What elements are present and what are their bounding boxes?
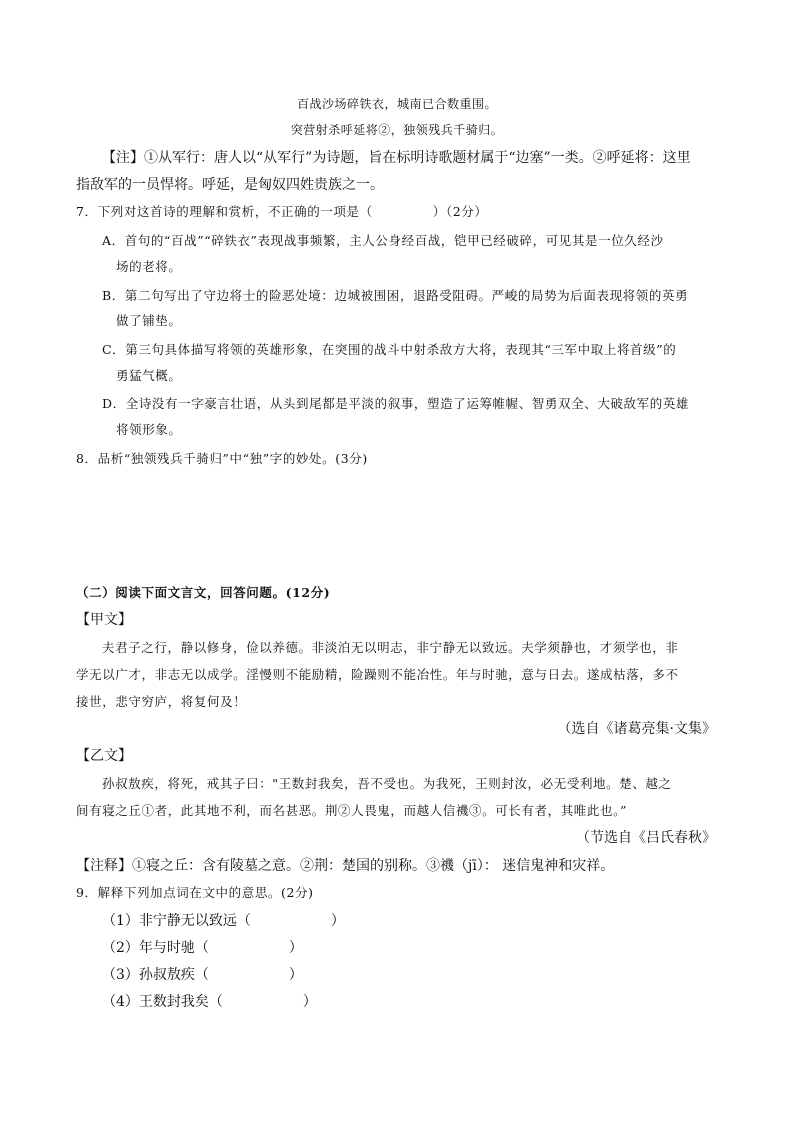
question-7-score: ）（2分） <box>432 204 488 219</box>
option-d-line-2: 将领形象。 <box>116 422 182 437</box>
item-close: ） <box>302 994 317 1010</box>
poem-line-3: 百战沙场碎铁衣，城南已合数重围。 <box>296 97 497 111</box>
yi-text-line-2: 间有寝之丘①者，此其地不利，而名甚恶。荆②人畏鬼，而越人信禨③。可长有者，其唯此也。” <box>76 803 627 818</box>
option-a-line-2: 场的老将。 <box>116 259 182 274</box>
item-close: ） <box>288 967 303 983</box>
jia-source: （选自《诸葛亮集·文集》 <box>557 721 716 737</box>
option-c-line-2: 勇猛气概。 <box>116 368 182 383</box>
jia-text-line-3: 接世，悲守穷庐，将复何及！ <box>76 694 247 709</box>
question-9-item-2 <box>102 938 303 958</box>
item-label: （4）王数封我矣（ <box>102 994 223 1010</box>
item-close: ） <box>288 940 303 956</box>
question-9-stem: 9．解释下列加点词在文中的意思。(2分) <box>76 885 314 900</box>
poem-note-line-1: 【注】①从军行：唐人以“从军行”为诗题，旨在标明诗歌题材属于“边塞”一类。②呼延将：这里 <box>102 150 691 166</box>
yi-annotation: 【注释】①寝之丘：含有陵墓之意。②荆：楚国的别称。③禨（jī）： 迷信鬼神和灾祥。 <box>76 858 615 874</box>
yi-source: （节选自《吕氏春秋》 <box>576 830 716 846</box>
question-9-item-4 <box>102 992 317 1012</box>
yi-label: 【乙文】 <box>76 748 132 764</box>
question-9-item-1 <box>102 911 345 931</box>
item-close: ） <box>330 913 345 929</box>
poem-note-line-2: 指敌军的一员悍将。呼延，是匈奴四姓贵族之一。 <box>76 177 384 193</box>
section-2-heading: （二）阅读下面文言文，回答问题。(12分) <box>76 585 331 600</box>
jia-text-line-1: 夫君子之行，静以修身，俭以养德。非淡泊无以明志，非宁静无以致远。夫学须静也，才须学也，非 <box>102 640 679 655</box>
option-a-line-1: A．首句的“百战”“碎铁衣”表现战事频繁，主人公身经百战，铠甲已经破碎，可见其是一位久经沙 <box>102 233 664 248</box>
option-b-line-2: 做了铺垫。 <box>116 313 182 328</box>
question-7-stem-text: 7．下列对这首诗的理解和赏析，不正确的一项是（ <box>76 204 373 219</box>
jia-label: 【甲文】 <box>76 612 132 628</box>
option-b-line-1: B．第二句写出了守边将士的险恶处境：边城被围困，退路受阻碍。严峻的局势为后面表现将领的英勇 <box>102 288 689 303</box>
item-label: （1）非宁静无以致远（ <box>102 913 251 929</box>
item-label: （2）年与时驰（ <box>102 940 209 956</box>
option-d-line-1: D．全诗没有一字豪言壮语，从头到尾都是平淡的叙事，塑造了运筹帷幄、智勇双全、大破敌军的英雄 <box>102 396 690 411</box>
item-label: （3）孙叔敖疾（ <box>102 967 209 983</box>
poem-line-4: 突营射杀呼延将②，独领残兵千骑归。 <box>290 123 504 137</box>
yi-text-line-1: 孙叔敖疾，将死，戒其子曰："王数封我矣，吾不受也。为我死，王则封汝，必无受利地。楚、越之 <box>102 776 672 791</box>
question-7-stem <box>76 202 487 222</box>
option-c-line-1: C．第三句具体描写将领的英雄形象，在突围的战斗中射杀敌方大将，表现其“三军中取上将首级”的 <box>102 342 677 357</box>
question-8-stem: 8．品析“独领残兵千骑归”中“独”字的妙处。(3分) <box>76 451 368 466</box>
jia-text-line-2: 学无以广才，非志无以成学。淫慢则不能励精，险躁则不能冶性。年与时驰，意与日去。遂成枯落，多不 <box>76 667 679 682</box>
question-9-item-3 <box>102 965 303 985</box>
